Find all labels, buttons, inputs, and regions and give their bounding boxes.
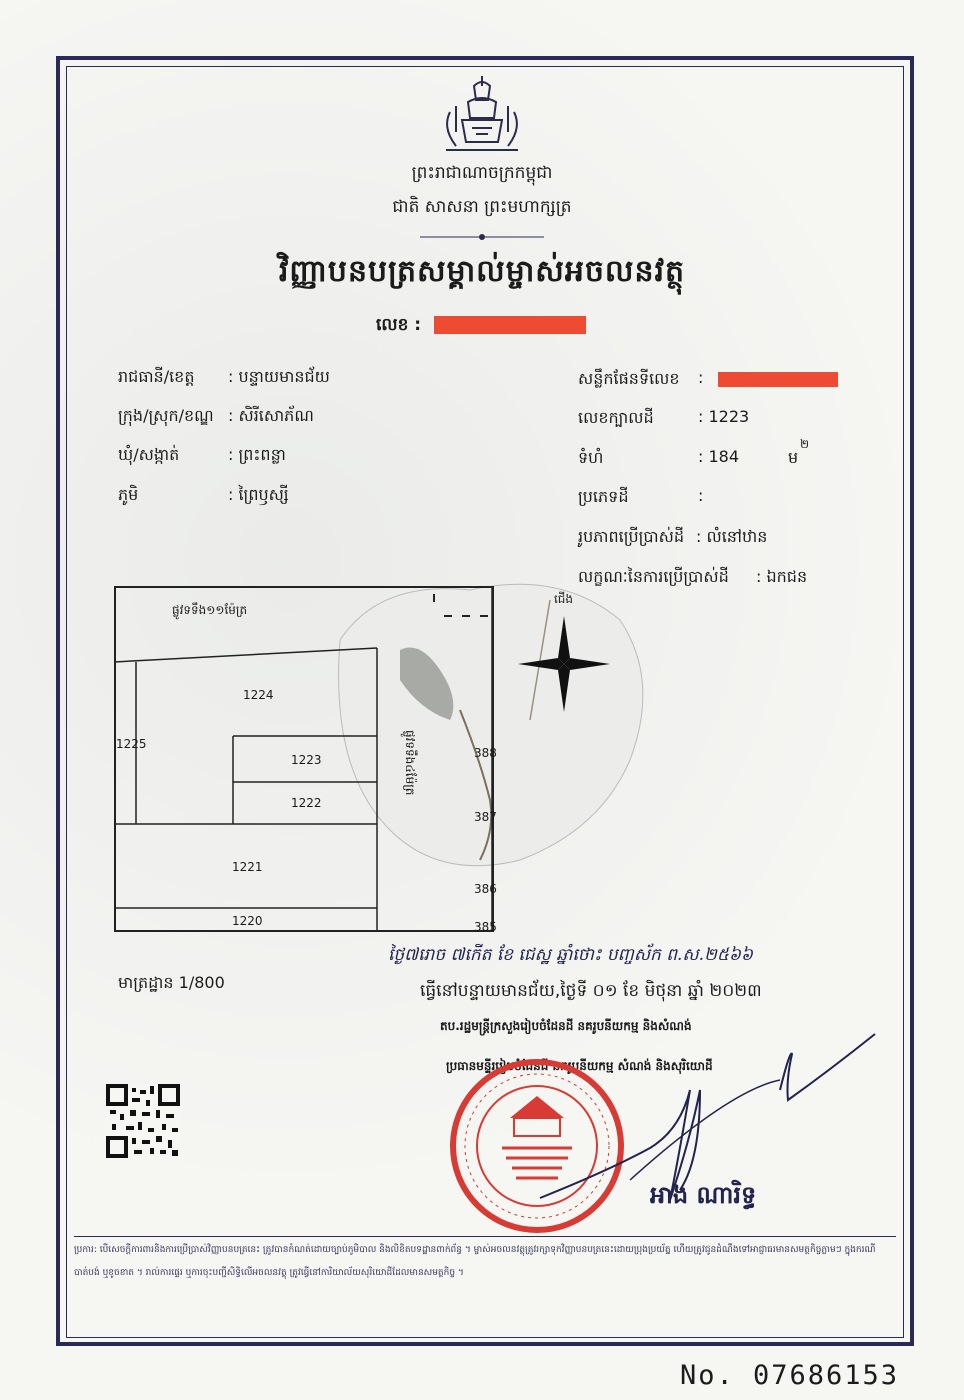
ownership-label: លក្ខណៈនៃការប្រើប្រាស់ដី (578, 567, 729, 586)
map-scale: មាត្រដ្ឋាន 1/800 (118, 973, 225, 992)
redacted-certificate-number (434, 316, 586, 334)
legal-footnote: ប្រការ: បើសេចក្តីការពារនិងការប្រើប្រាស់វិញ្ញាបនបត្រនេះ ត្រូវបានកំណត់ដោយច្បាប់ភូមិបាល និងលិខិតបទដ្ឋានពាក់ព័ន្ធ ។ ម្ចាស់អចលនវត្ថុត្រូវរក្សាទុកវិញ្ញាបនបត្រនេះដោយប្រុងប្រយ័ត្ន ហើយត្រូវជូនដំណឹងទៅអាជ្ញាធរមានសមត្ថកិច្ចភ្លាមៗ ក្នុងករណីបាត់បង់ ឬខូចខាត ។ រាល់ការផ្ទេរ ឬការចុះបញ្ជីសិទ្ធិលើអចលនវត្ថុ ត្រូវធ្វើនៅការិយាល័យសុរិយោដីដែលមានសមត្ថកិច្ច ។ (74, 1236, 896, 1331)
lunar-date: ថ្ងៃ៧រោច ៧កើត ខែ ជេស្ឋ ឆ្នាំថោះ បញ្ចស័ក ព.ស.២៥៦៦ (388, 945, 753, 965)
certificate-number-label: លេខ : (376, 315, 422, 335)
parcel-1224: 1224 (243, 688, 274, 702)
edge-number-387: 387 (474, 810, 497, 824)
north-arrow-icon (514, 614, 614, 714)
land-type-label: ប្រភេទដី (578, 487, 629, 506)
kingdom-name: ព្រះរាជាណាចក្រកម្ពុជា (411, 163, 553, 183)
parcel-1222: 1222 (291, 796, 322, 810)
commune-value: : ព្រះពន្លា (228, 445, 286, 464)
land-type-value: : (698, 486, 704, 505)
area-value: : 184 (698, 447, 740, 466)
area-unit: ម (788, 448, 799, 467)
district-label: ក្រុង/ស្រុក/ខណ្ឌ (118, 406, 214, 425)
issue-place-date: ធ្វើនៅបន្ទាយមានជ័យ,ថ្ងៃទី ០១ ខែ មិថុនា ឆ្នាំ ២០២៣ (420, 981, 762, 1001)
road-top-label: ផ្លូវទទឹង១១ម៉ែត្រ (172, 603, 248, 617)
royal-coat-of-arms-icon (436, 72, 528, 156)
area-label: ទំហំ (578, 448, 604, 467)
edge-number-386: 386 (474, 882, 497, 896)
qr-code-icon (106, 1084, 180, 1158)
parcel-1221: 1221 (232, 860, 263, 874)
parcel-number-label: លេខក្បាលដី (578, 408, 654, 427)
road-side-label: ផ្លូវទទឹង៤ម៉ែត្រ (403, 730, 417, 796)
area-unit-superscript: ២ (800, 437, 810, 451)
district-value: : សិរីសោភ័ណ (228, 406, 314, 425)
province-value: : បន្ទាយមានជ័យ (228, 367, 330, 386)
ornament-divider (420, 232, 544, 242)
province-label: រាជធានី/ខេត្ត (118, 367, 195, 386)
ministry-line: តប.រដ្ឋមន្ត្រីក្រសួងរៀបចំដែនដី នគរូបនីយកម្ម និងសំណង់ (440, 1019, 692, 1033)
parcel-1220: 1220 (232, 914, 263, 928)
map-sheet-colon: : (698, 368, 704, 387)
parcel-number-value: : 1223 (698, 407, 750, 426)
national-motto: ជាតិ សាសនា ព្រះមហាក្សត្រ (392, 197, 572, 217)
land-use-value: : លំនៅឋាន (696, 527, 768, 546)
position-line: ប្រធានមន្ទីររៀបចំដែនដី នគរូបនីយកម្ម សំណង់ និងសុរិយោដី (446, 1059, 713, 1073)
signer-name: អាង ណារិទ្ធ (650, 1181, 757, 1209)
map-sheet-label: សន្លឹកផែនទីលេខ (578, 369, 680, 388)
edge-number-388: 388 (474, 746, 497, 760)
ownership-value: : ឯកជន (756, 567, 808, 586)
serial-number: No. 07686153 (680, 1360, 900, 1391)
parcel-1225: 1225 (116, 737, 147, 751)
commune-label: ឃុំ/សង្កាត់ (118, 445, 180, 464)
edge-number-385: 385 (474, 920, 497, 934)
land-use-label: រូបភាពប្រើប្រាស់ដី (578, 527, 685, 546)
certificate-title: វិញ្ញាបនបត្រសម្គាល់ម្ចាស់អចលនវត្ថុ (278, 254, 686, 289)
redacted-map-sheet-number (718, 372, 838, 387)
village-value: : ព្រៃឫស្សី (228, 485, 289, 504)
village-label: ភូមិ (118, 485, 139, 504)
parcel-1223: 1223 (291, 753, 322, 767)
north-label: ជើង (554, 592, 574, 606)
